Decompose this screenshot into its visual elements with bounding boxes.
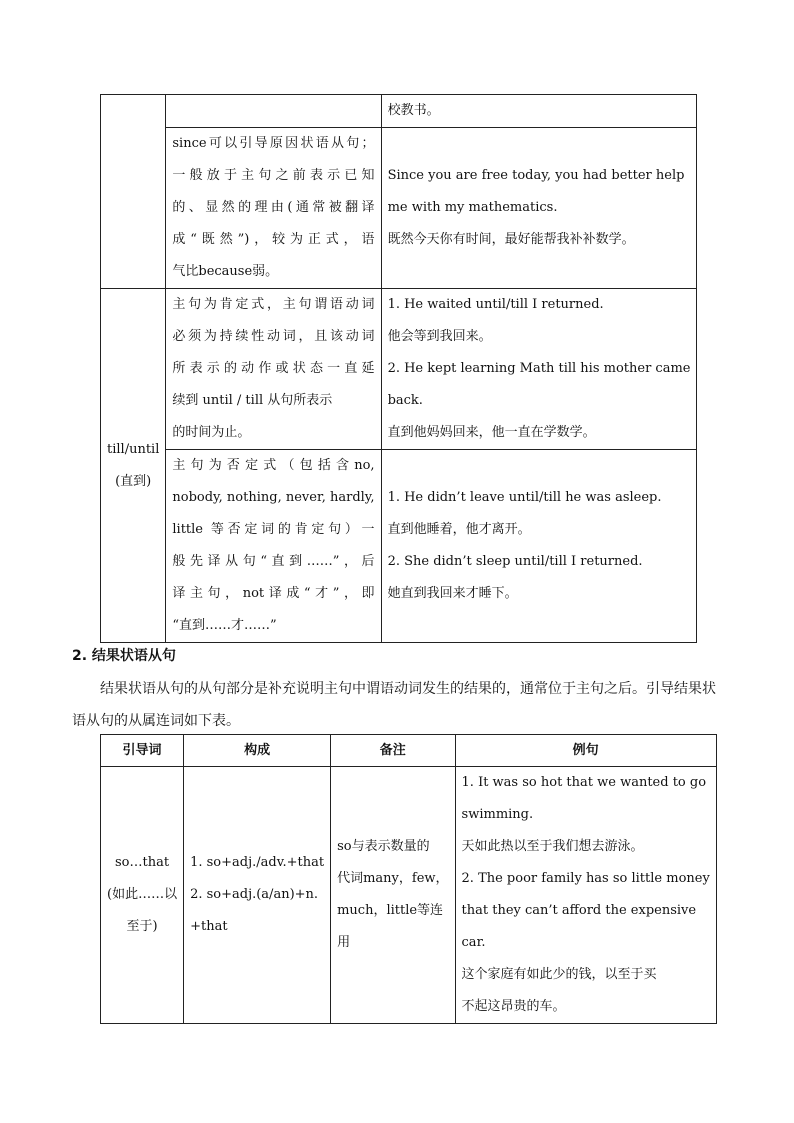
text-line: 气比because弱。 — [172, 264, 279, 279]
table-header: 例句 — [455, 735, 716, 767]
text-line: 既然今天你有时间，最好能帮我补补数学。 — [387, 232, 635, 247]
text-line: 主句为肯定式，主句谓语动词 — [172, 297, 375, 312]
result-clause-table — [100, 734, 717, 1024]
paragraph-line: 语从句的从属连词如下表。 — [72, 713, 240, 729]
table-cell-usage-till-negative — [166, 450, 381, 643]
text-line: 一般放于主句之前表示已知 — [172, 168, 375, 183]
text-line: 1. It was so hot that we wanted to go — [461, 775, 707, 790]
table-cell-usage-till-affirmative — [166, 289, 381, 450]
conjunction-table-continued — [100, 94, 697, 643]
text-line: 必须为持续性动词，且该动词 — [172, 329, 375, 344]
text-line: 直到他睡着，他才离开。 — [387, 522, 531, 537]
text-line: 所表示的动作或状态一直延 — [172, 361, 375, 376]
text-line: (直到) — [115, 473, 152, 489]
text-line: so与表示数量的 — [337, 839, 430, 854]
text-line: 的时间为止。 — [172, 425, 251, 440]
text-line: till/until — [107, 441, 160, 457]
table-cell-conjunction-till — [101, 289, 166, 643]
text-line: (如此……以 — [107, 887, 178, 902]
text-line: 2. She didn’t sleep until/till I returned. — [387, 554, 643, 569]
text-line: 1. He waited until/till I returned. — [387, 297, 604, 312]
table-header: 构成 — [184, 735, 331, 767]
text-line: so…that — [115, 855, 170, 870]
text-line: that they can’t afford the expensive — [461, 903, 697, 918]
text-line: 续到 until / till 从句所表示 — [172, 393, 333, 408]
text-line: 直到他妈妈回来，他一直在学数学。 — [387, 425, 596, 440]
text-line: “直到……才……” — [172, 618, 277, 633]
text-line: +that — [190, 919, 228, 934]
table-cell-note — [331, 767, 455, 1024]
text-line: since可以引导原因状语从句； — [172, 136, 375, 151]
text-line: 2. He kept learning Math till his mother came — [387, 361, 691, 376]
text-line: 她直到我回来才睡下。 — [387, 586, 518, 601]
text-line: Since you are free today, you had better help — [387, 168, 685, 183]
text-line: 2. so+adj.(a/an)+n. — [190, 887, 319, 902]
text-line: little 等否定词的肯定句）一 — [172, 522, 375, 537]
text-line: 天如此热以至于我们想去游泳。 — [461, 839, 644, 854]
text-line: 1. so+adj./adv.+that — [190, 855, 325, 870]
text-line: back. — [387, 393, 423, 408]
text-line: 的、显然的理由(通常被翻译 — [172, 200, 375, 215]
text-line: 至于) — [126, 919, 158, 934]
text-line: much，little等连 — [337, 903, 444, 918]
text-line: 用 — [337, 935, 351, 950]
text-line: 不起这昂贵的车。 — [461, 999, 566, 1014]
text-line: 代词many，few， — [337, 871, 449, 886]
table-cell-empty — [166, 95, 381, 128]
text-line: 1. He didn’t leave until/till he was asleep. — [387, 490, 662, 505]
text-line: 这个家庭有如此少的钱，以至于买 — [461, 967, 657, 982]
text-line: 译主句，not译成“才”，即 — [172, 586, 375, 601]
table-cell-example-till-negative — [381, 450, 697, 643]
table-cell-example — [381, 95, 697, 128]
text-line: 主句为否定式（包括含no, — [172, 458, 375, 473]
text-line: me with my mathematics. — [387, 200, 558, 215]
text-line: car. — [461, 935, 486, 950]
table-header: 备注 — [331, 735, 455, 767]
table-cell-example-since — [381, 128, 697, 289]
table-header: 引导词 — [101, 735, 184, 767]
table-cell-examples — [455, 767, 716, 1024]
text-line: 校教书。 — [387, 103, 440, 118]
table-cell-empty — [101, 95, 166, 289]
section-heading: 2. 结果状语从句 — [72, 648, 176, 664]
table-cell-usage-since — [166, 128, 381, 289]
text-line: 成“既然”)，较为正式，语 — [172, 232, 375, 247]
table-cell-structure — [184, 767, 331, 1024]
text-line: 他会等到我回来。 — [387, 329, 492, 344]
text-line: 2. The poor family has so little money — [461, 871, 710, 886]
text-line: swimming. — [461, 807, 534, 822]
table-cell-conjunction — [101, 767, 184, 1024]
table-cell-example-till-affirmative — [381, 289, 697, 450]
section-paragraph — [72, 673, 722, 737]
text-line: 般先译从句“直到……”，后 — [172, 554, 375, 569]
text-line: nobody, nothing, never, hardly, — [172, 490, 375, 505]
paragraph-line: 结果状语从句的从句部分是补充说明主句中谓语动词发生的结果的，通常位于主句之后。引导结果状 — [100, 681, 716, 697]
